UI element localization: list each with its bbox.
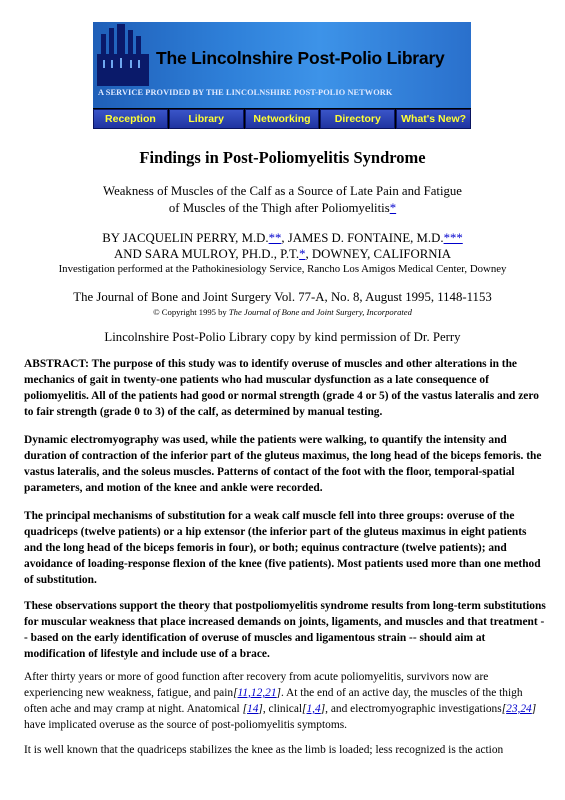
reference-link[interactable]: 14 [247, 703, 259, 715]
site-navbar [93, 109, 471, 129]
author-footnote-link-1[interactable]: ** [268, 231, 282, 245]
permission-note: Lincolnshire Post-Polio Library copy by kind permission of Dr. Perry [104, 330, 461, 344]
body-text: , and electromyographic investigations [325, 703, 502, 715]
subtitle-line-2: of Muscles of the Thigh after Poliomyelitis [168, 201, 390, 215]
author-footnote-link-3[interactable]: * [299, 247, 306, 261]
banner-header[interactable] [93, 22, 471, 108]
body-text: have implicated overuse as the source of post-poliomyelitis symptoms. [24, 719, 347, 731]
copyright-prefix: © Copyright 1995 by [153, 307, 229, 317]
banner-subtitle: A SERVICE PROVIDED BY THE LINCOLNSHIRE POST-POLIO NETWORK [98, 88, 393, 97]
abstract-paragraph-2: Dynamic electromyography was used, while the patients were walking, to quantify the intensity and duration of contraction of the inferior part of the gluteus maximus, the long head of the biceps femoris. the vastus lateralis, and the soleus muscles. Patterns of contact of the foot with the floor, temporal-spatial parameters, and motion of the knee and ankle were recorded. [24, 434, 542, 494]
body-text: After thirty years or more of good function after recovery from acute poliomyelitis, survivors now are experiencing new weakness, fatigue, and pain [24, 671, 489, 699]
authors-line-2b: , DOWNEY, CALIFORNIA [305, 247, 452, 261]
body-text: , clinical [262, 703, 303, 715]
abstract-paragraph-1: ABSTRACT: The purpose of this study was to identify overuse of muscles and other alterations in the mechanics of gait in twenty-one patients who had muscular dysfunction as a late consequence of poliomyelitis. All of the patients had good or normal strength (grade 4 or 5) of the vastus lateralis and zero to fair strength (grade 0 to 3) of the calf, as determined by manual testing. [24, 358, 539, 418]
authors-line-1b: , JAMES D. FONTAINE, M.D. [281, 231, 444, 245]
body-paragraph-2: It is well known that the quadriceps stabilizes the knee as the limb is loaded; less recognized is the action [24, 744, 504, 756]
authors-line-2a: AND SARA MULROY, PH.D., P.T. [113, 247, 300, 261]
body-paragraph-1: After thirty years or more of good function after recovery from acute poliomyelitis, survivors now are experiencing new weakness, fatigue, and pain[11,12,21]. At the end of an active day, the muscles of the thigh often ache and may cramp at night. Anatomical [14], clinical[1,4], and electromyographic investigations[23,24] have implicated overuse as the source of post-poliomyelitis symptoms. [24, 671, 537, 731]
banner-title: The Lincolnshire Post-Polio Library [156, 48, 445, 68]
authors-line-1a: BY JACQUELIN PERRY, M.D. [102, 231, 269, 245]
abstract-paragraph-4: These observations support the theory that postpoliomyelitis syndrome results from long-term substitutions for muscular weakness that place increased demands on joints, ligaments, and muscles and that treatment -- based on the early identification of overuse of muscles and ligamentous strain -- should aim at modification of lifestyle and include use of a brace. [24, 600, 546, 660]
article-authors [0, 230, 565, 262]
article-subtitle [0, 183, 565, 217]
page-title: Findings in Post-Poliomyelitis Syndrome [139, 148, 426, 167]
abstract-paragraph-3: The principal mechanisms of substitution for a weak calf muscle fell into three groups: overuse of the quadriceps (twelve patients) or a hip extensor (the inferior part of the gluteus maximus in eight patients and the long head of the biceps femoris in four), or both; equinus contracture (twelve patients); and avoidance of loading-response flexion of the knee (five patients). Most patients used more than one method of substitution. [24, 510, 541, 586]
nav-library-button[interactable]: Library [169, 109, 244, 129]
site-banner [93, 22, 471, 129]
copyright-notice [0, 307, 565, 317]
copyright-publisher: The Journal of Bone and Joint Surgery, Incorporated [228, 307, 412, 317]
subtitle-footnote-link[interactable]: * [389, 201, 397, 215]
institution-note: Investigation performed at the Pathokinesiology Service, Rancho Los Amigos Medical Center, Downey [58, 263, 507, 275]
body-text: . At the end of an active day, the muscles of the thigh often ache and may cramp at night. Anatomical [24, 687, 523, 715]
subtitle-line-1: Weakness of Muscles of the Calf as a Source of Late Pain and Fatigue [103, 184, 462, 198]
nav-networking-button[interactable]: Networking [245, 109, 320, 129]
reference-link[interactable]: 1,4 [306, 703, 321, 715]
journal-citation: The Journal of Bone and Joint Surgery Vol. 77-A, No. 8, August 1995, 1148-1153 [73, 290, 492, 304]
cathedral-icon [97, 24, 149, 86]
author-footnote-link-2[interactable]: *** [443, 231, 463, 245]
reference-link[interactable]: 11,12,21 [237, 687, 277, 699]
reference-link[interactable]: 23,24 [506, 703, 532, 715]
nav-whats-new-button[interactable]: What's New? [396, 109, 471, 129]
nav-directory-button[interactable]: Directory [320, 109, 395, 129]
nav-reception-button[interactable]: Reception [93, 109, 168, 129]
